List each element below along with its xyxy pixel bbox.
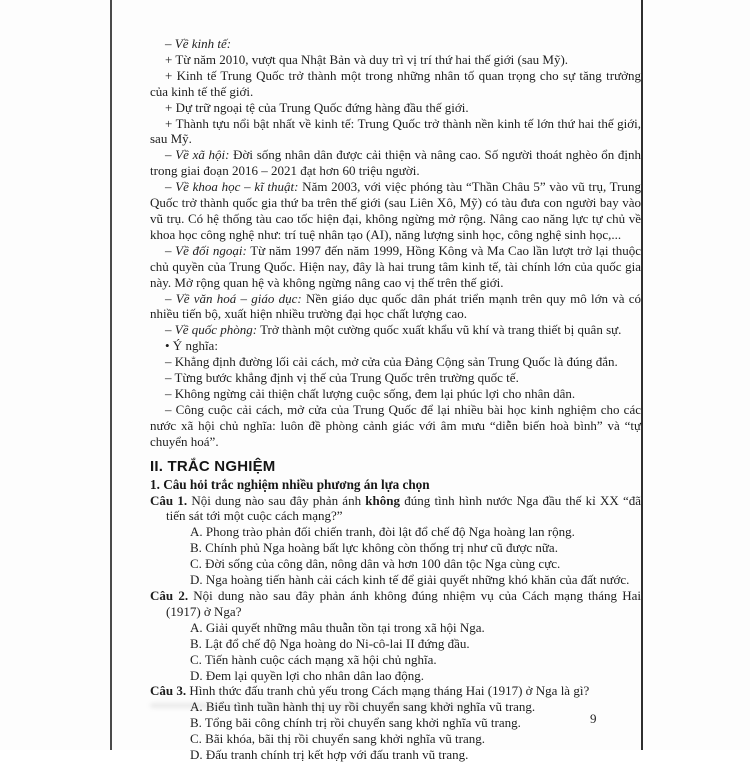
answer-option: A. Giải quyết những mâu thuẫn tồn tại trong xã hội Nga.	[190, 619, 485, 635]
answer-option: B. Chính phủ Nga hoàng bất lực không còn thống trị như cũ được nữa.	[190, 540, 558, 556]
paragraph: – Về xã hội: Đời sống nhân dân được cải thiện và nâng cao. Số người thoát nghèo ổn định trong giai đoạn 2016 – 2021 đạt hơn 60 triệu người.	[150, 147, 642, 179]
paragraph: – Về quốc phòng: Trở thành một cường quốc xuất khẩu vũ khí và trang thiết bị quân sự.	[165, 322, 622, 338]
section-heading: II. TRẮC NGHIỆM	[150, 457, 276, 475]
paragraph: – Về đối ngoại: Từ năm 1997 đến năm 1999, Hồng Kông và Ma Cao lần lượt trở lại thuộc chủ quyền của Trung Quốc. Hiện nay, đây là hai trung tâm kinh tế, tài chính lớn của quốc gia này. Mở rộng quan hệ và không ngừng nâng cao vị thế trên thế giới.	[150, 242, 642, 290]
answer-option: D. Nga hoàng tiến hành cải cách kinh tế để giải quyết những khó khăn của đất nước.	[190, 572, 630, 588]
answer-option: B. Lật đổ chế độ Nga hoàng do Ni-cô-lai II đứng đầu.	[190, 635, 470, 651]
paragraph: – Từng bước khẳng định vị thế của Trung Quốc trên trường quốc tế.	[165, 370, 519, 386]
paragraph: – Không ngừng cải thiện chất lượng cuộc sống, đem lại phúc lợi cho nhân dân.	[165, 385, 576, 401]
paragraph: – Về văn hoá – giáo dục: Nền giáo dục quốc dân phát triển mạnh trên quy mô lớn và có nhiều tiến bộ, xuất hiện nhiều trường đại học chất lượng cao.	[150, 290, 641, 322]
subsection-heading: 1. Câu hỏi trắc nghiệm nhiều phương án lựa chọn	[150, 476, 430, 492]
paragraph: • Ý nghĩa:	[165, 338, 218, 354]
paragraph: – Về khoa học – kĩ thuật: Năm 2003, với việc phóng tàu “Thần Châu 5” vào vũ trụ, Trung Quốc trở thành quốc gia thứ ba trên thế giới (sau Liên Xô, Mỹ) có tàu đưa con người bay vào vũ trụ. Có hệ thống tàu cao tốc hiện đại, không ngừng mở rộng. Nâng cao năng lực tự chủ về khoa học công nghệ như: trí tuệ nhân tạo (AI), năng lượng sinh học, công nghệ sinh học,...	[150, 179, 641, 242]
page-left-edge-line	[110, 0, 112, 750]
question-stem: Câu 1. Nội dung nào sau đây phản ánh không đúng tình hình nước Nga đầu thế kỉ XX “đã tiến sát tới một cuộc cách mạng?”	[150, 492, 641, 524]
paragraph: + Dự trữ ngoại tệ của Trung Quốc đứng hàng đầu thế giới.	[165, 99, 469, 115]
page-right-edge-line	[641, 0, 643, 750]
answer-option: A. Phong trào phản đối chiến tranh, đòi lật đổ chế độ Nga hoàng lan rộng.	[190, 524, 575, 540]
page-number: 9	[590, 711, 597, 726]
paragraph: + Từ năm 2010, vượt qua Nhật Bản và duy trì vị trí thứ hai thế giới (sau Mỹ).	[165, 51, 569, 67]
answer-option: A. Biểu tình tuần hành thị uy rồi chuyển sang khởi nghĩa vũ trang.	[190, 699, 536, 715]
paragraph: – Về kinh tế:	[165, 36, 232, 51]
question-stem: Câu 2. Nội dung nào sau đây phản ánh không đúng nhiệm vụ của Cách mạng tháng Hai (1917) ở Nga?	[150, 588, 642, 619]
paragraph: – Công cuộc cải cách, mở cửa của Trung Quốc để lại nhiều bài học kinh nghiệm cho các nước xã hội chủ nghĩa: luôn đề phòng cảnh giác với âm mưu “diễn biến hoà bình” và “tự chuyển hoá”.	[150, 401, 641, 449]
answer-option: D. Đấu tranh chính trị kết hợp với đấu tranh vũ trang.	[190, 747, 469, 763]
scan-smudge	[150, 703, 480, 708]
answer-option: C. Bãi khóa, bãi thị rồi chuyển sang khởi nghĩa vũ trang.	[190, 731, 485, 747]
answer-option: C. Tiến hành cuộc cách mạng xã hội chủ nghĩa.	[190, 651, 437, 667]
paragraph: – Khẳng định đường lối cải cách, mở cửa của Đảng Cộng sản Trung Quốc là đúng đắn.	[165, 354, 618, 370]
paragraph: + Thành tựu nổi bật nhất về kinh tế: Trung Quốc trở thành nền kinh tế lớn thứ hai thế giới, sau Mỹ.	[150, 115, 641, 147]
question-stem: Câu 3. Hình thức đấu tranh chủ yếu trong Cách mạng tháng Hai (1917) ở Nga là gì?	[150, 683, 590, 699]
paragraph: + Kinh tế Trung Quốc trở thành một trong những nhân tố quan trọng cho sự tăng trưởng của kinh tế thế giới.	[150, 67, 641, 99]
page-content	[150, 36, 641, 763]
answer-option: B. Tổng bãi công chính trị rồi chuyển sang khởi nghĩa vũ trang.	[190, 715, 521, 731]
answer-option: C. Đời sống của công dân, nông dân và hơn 100 dân tộc Nga cùng cực.	[190, 556, 561, 572]
answer-option: D. Đem lại quyền lợi cho nhân dân lao động.	[190, 667, 424, 683]
